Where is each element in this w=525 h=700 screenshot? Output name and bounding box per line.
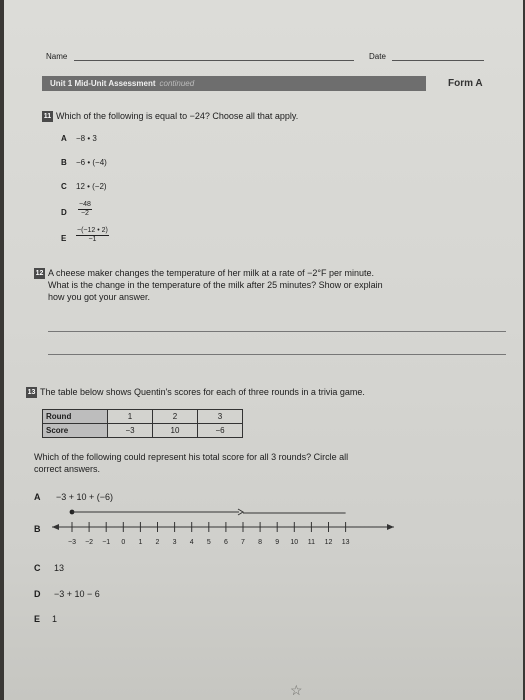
date-label: Date: [369, 52, 386, 61]
row-header: Score: [43, 424, 108, 438]
star-icon: ☆: [290, 682, 303, 698]
table-cell: −6: [198, 424, 243, 438]
option-text: 12 • (−2): [76, 182, 107, 191]
tick-label: 5: [206, 539, 211, 546]
sub-prompt-line: Which of the following could represent his total score for all 3 rounds? Circle all: [34, 452, 349, 462]
denominator: −2: [80, 210, 89, 217]
numerator: −48: [79, 201, 91, 208]
question-12: [34, 267, 383, 303]
option-text: −3 + 10 − 6: [54, 589, 100, 599]
fraction: [78, 201, 92, 218]
sub-prompt-line: correct answers.: [34, 464, 101, 474]
tick-label: 11: [307, 539, 316, 546]
tick-label: 1: [138, 539, 143, 546]
option-letter[interactable]: A: [61, 134, 67, 143]
option-letter[interactable]: C: [34, 563, 41, 573]
table-row: [43, 410, 243, 424]
tick-label: −3: [68, 539, 76, 546]
option-letter[interactable]: A: [34, 492, 41, 502]
option-letter[interactable]: E: [34, 614, 41, 624]
date-line[interactable]: [392, 60, 484, 61]
question-line: how you got your answer.: [48, 292, 151, 303]
table-cell: 10: [153, 424, 198, 438]
option-text: −8 • 3: [76, 134, 97, 143]
option-text: −6 • (−4): [76, 158, 107, 167]
option-letter[interactable]: C: [61, 182, 67, 191]
question-11: [42, 110, 298, 122]
question-number: 12: [35, 270, 44, 278]
axis-arrow-right: [387, 524, 394, 530]
score-table: [42, 409, 243, 438]
table-cell: 2: [153, 410, 198, 424]
tick-label: 10: [290, 539, 299, 546]
option-text: 1: [52, 614, 58, 624]
tick-label: 13: [341, 539, 350, 546]
question-number: 13: [27, 389, 36, 397]
form-label: Form A: [448, 78, 483, 89]
tick-label: 3: [172, 539, 177, 546]
sub-prompt: [34, 451, 348, 475]
table-cell: −3: [108, 424, 153, 438]
tick-label: −2: [85, 539, 94, 546]
question-prompt: The table below shows Quentin's scores for each of three rounds in a trivia game.: [40, 387, 365, 397]
fraction: [76, 227, 109, 244]
unit-title: Unit 1 Mid-Unit Assessment: [50, 79, 156, 88]
numerator: −(−12 • 2): [77, 227, 108, 234]
row-header: Round: [43, 410, 108, 424]
name-line[interactable]: [74, 60, 354, 61]
tick-label: 4: [189, 539, 194, 546]
question-prompt: Which of the following is equal to −24? Choose all that apply.: [56, 111, 299, 121]
worksheet-page: [4, 0, 523, 700]
question-line: A cheese maker changes the temperature of her milk at a rate of −2°F per minute.: [48, 268, 375, 278]
number-line: [44, 505, 404, 551]
answer-line[interactable]: [48, 354, 506, 355]
name-label: Name: [46, 52, 68, 61]
option-letter[interactable]: D: [34, 589, 41, 599]
question-13: [26, 386, 365, 398]
option-letter[interactable]: B: [61, 158, 67, 167]
option-letter[interactable]: D: [61, 208, 67, 217]
unit-banner: [42, 76, 426, 91]
tick-label: 8: [258, 539, 263, 546]
tick-label: 7: [241, 539, 245, 546]
option-letter[interactable]: B: [34, 524, 41, 534]
answer-line[interactable]: [48, 331, 506, 332]
tick-label: 6: [223, 539, 228, 546]
axis-arrow-left: [52, 524, 59, 530]
option-text: 13: [54, 563, 65, 573]
option-letter[interactable]: E: [61, 234, 67, 243]
tick-label: −1: [102, 539, 111, 546]
continued-label: continued: [159, 79, 195, 88]
table-row: [43, 424, 243, 438]
table-cell: 1: [108, 410, 153, 424]
tick-label: 2: [155, 539, 160, 546]
option-text: −3 + 10 + (−6): [56, 492, 114, 502]
table-cell: 3: [198, 410, 243, 424]
tick-label: 12: [324, 539, 333, 546]
question-line: What is the change in the temperature of the milk after 25 minutes? Show or explain: [48, 280, 383, 291]
tick-label: 9: [275, 539, 280, 546]
tick-label: 0: [121, 539, 126, 546]
question-number: 11: [43, 113, 52, 121]
denominator: −1: [88, 236, 97, 243]
